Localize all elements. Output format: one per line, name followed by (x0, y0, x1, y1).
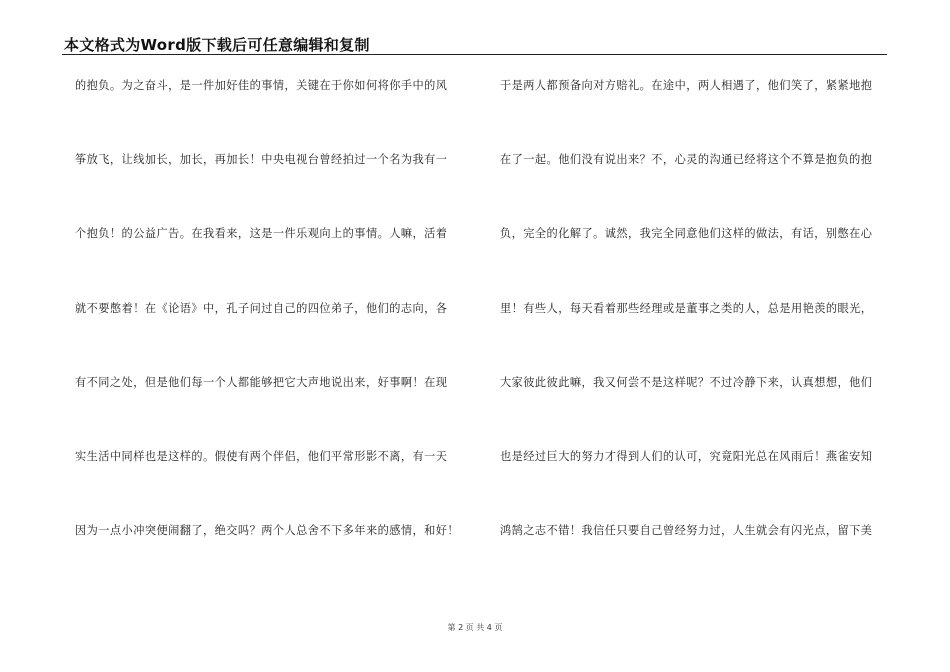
text-line: 筝放飞，让线加长，加长，再加长！中央电视台曾经拍过一个名为我有一 (75, 153, 448, 166)
text-line: 大家彼此彼此嘛，我又何尝不是这样呢？不过冷静下来，认真想想，他们 (500, 376, 873, 389)
text-line: 于是两人都预备向对方赔礼。在途中，两人相遇了，他们笑了，紧紧地抱 (500, 79, 873, 92)
text-line: 也是经过巨大的努力才得到人们的认可，究竟阳光总在风雨后！燕雀安知 (500, 450, 873, 463)
page-number-footer: 第 2 页 共 4 页 (447, 623, 503, 632)
text-line: 就不要憋着！在《论语》中，孔子问过自己的四位弟子，他们的志向，各 (75, 302, 448, 315)
text-line: 鸿鹄之志不错！我信任只要自己曾经努力过，人生就会有闪光点，留下美 (500, 524, 873, 537)
text-line: 有不同之处，但是他们每一个人都能够把它大声地说出来，好事啊！在现 (75, 376, 448, 389)
document-header-title: 本文格式为Word版下载后可任意编辑和复制 (64, 36, 370, 54)
text-line: 因为一点小冲突便闹翻了，绝交吗？两个人总舍不下多年来的感情，和好！ (75, 524, 460, 537)
header-divider (62, 54, 887, 55)
text-line: 个抱负！的公益广告。在我看来，这是一件乐观向上的事情。人嘛，活着 (75, 227, 448, 240)
text-line: 实生活中同样也是这样的。假使有两个伴侣，他们平常形影不离，有一天 (75, 450, 448, 463)
text-line: 的抱负。为之奋斗，是一件加好佳的事情，关键在于你如何将你手中的风 (75, 79, 448, 92)
text-line: 负，完全的化解了。诚然，我完全同意他们这样的做法，有话，别憋在心 (500, 227, 873, 240)
text-line: 里！有些人，每天看着那些经理或是董事之类的人，总是用艳羡的眼光， (500, 302, 873, 315)
text-line: 在了一起。他们没有说出来？不，心灵的沟通已经将这个不算是抱负的抱 (500, 153, 873, 166)
